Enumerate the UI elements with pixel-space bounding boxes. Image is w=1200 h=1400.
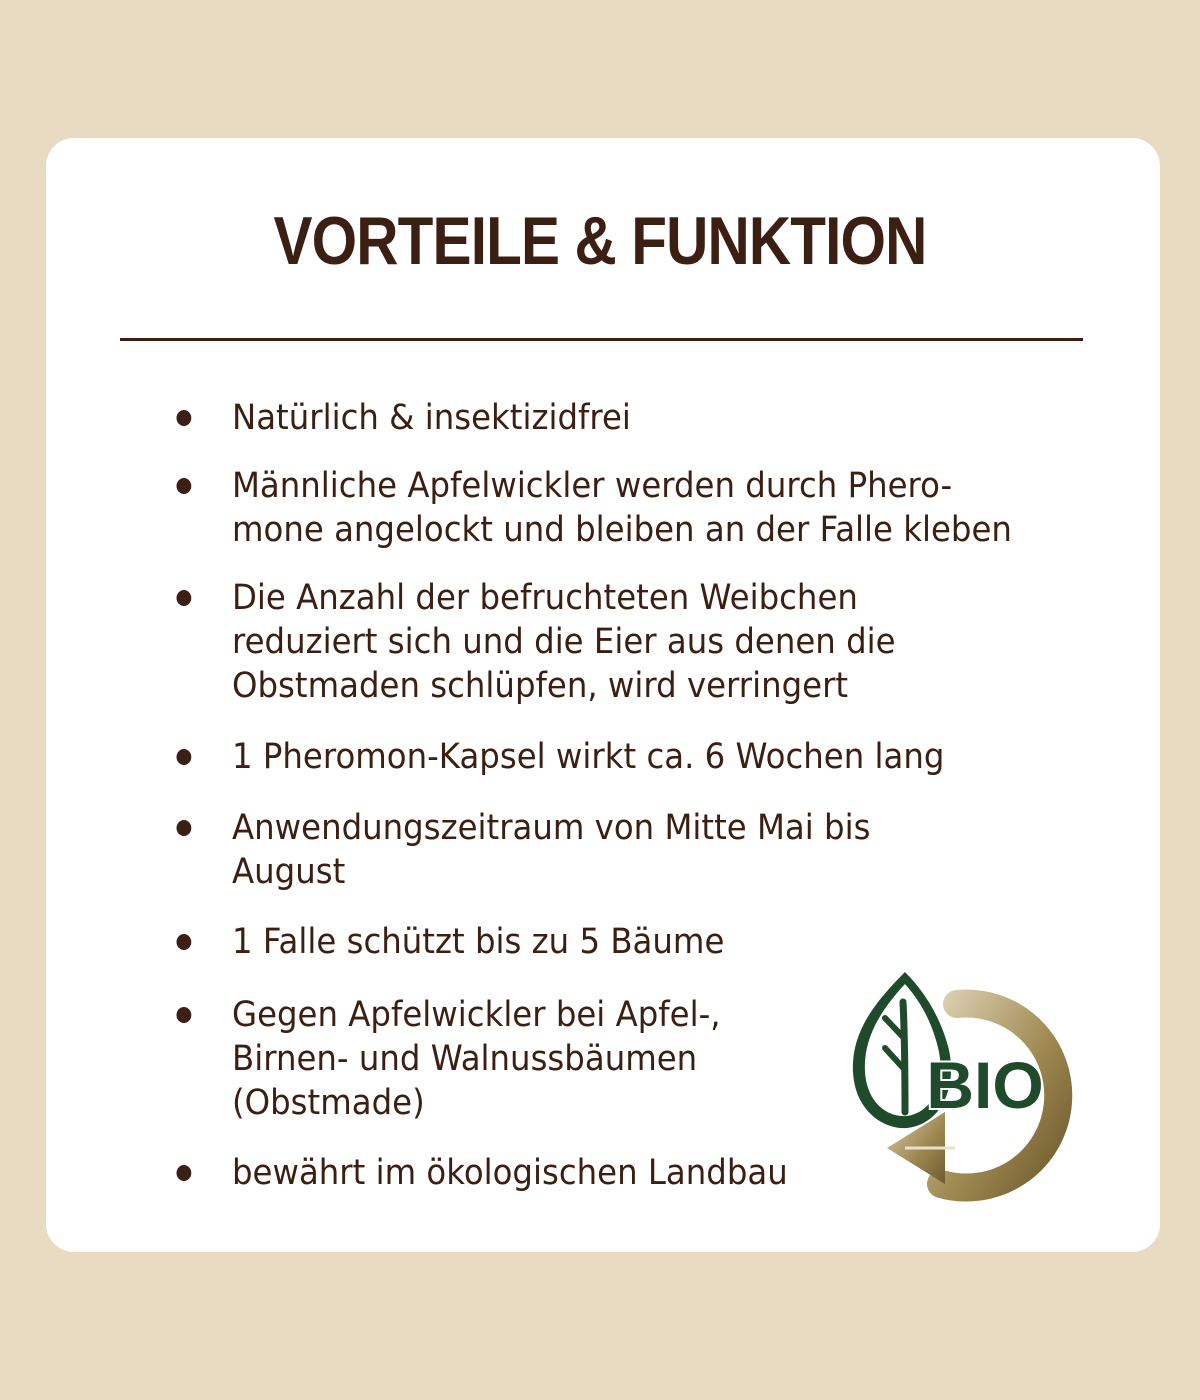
bullet-icon <box>177 478 192 494</box>
list-item-line: 1 Pheromon-Kapsel wirkt ca. 6 Wochen lang <box>232 737 945 777</box>
list-item-line: Gegen Apfelwickler bei Apfel-, <box>232 995 721 1035</box>
bullet-icon <box>177 820 192 836</box>
bullet-icon <box>177 410 192 426</box>
list-item-line: mone angelockt und bleiben an der Falle kleben <box>232 510 1012 550</box>
bio-label: BIO <box>926 1048 1044 1122</box>
list-item-line: Obstmaden schlüpfen, wird verringert <box>232 666 849 706</box>
bullet-icon <box>177 934 192 950</box>
list-item <box>232 576 896 708</box>
list-item <box>232 993 721 1125</box>
page-title: VORTEILE & FUNKTION <box>273 203 927 279</box>
bullet-icon <box>177 590 192 606</box>
list-item-line: Männliche Apfelwickler werden durch Phero- <box>232 466 953 506</box>
bio-badge <box>845 962 1090 1207</box>
list-item <box>232 1151 788 1195</box>
bullet-icon <box>177 1165 192 1181</box>
list-item-line: Natürlich & insektizidfrei <box>232 398 631 438</box>
list-item <box>232 396 631 440</box>
title-divider <box>120 338 1083 341</box>
list-item-line: reduziert sich und die Eier aus denen die <box>232 622 896 662</box>
list-item-line: Die Anzahl der befruchteten Weibchen <box>232 578 858 618</box>
list-item <box>232 735 944 779</box>
list-item <box>232 464 1012 552</box>
list-item-line: 1 Falle schützt bis zu 5 Bäume <box>232 922 725 962</box>
list-item-line: Birnen- und Walnussbäumen <box>232 1039 698 1079</box>
list-item-line: bewährt im ökologischen Landbau <box>232 1153 788 1193</box>
list-item <box>232 920 724 964</box>
list-item <box>232 806 870 894</box>
bullet-icon <box>177 749 192 765</box>
list-item-line: (Obstmade) <box>232 1083 425 1123</box>
bullet-icon <box>177 1007 192 1023</box>
list-item-line: August <box>232 852 346 892</box>
list-item-line: Anwendungszeitraum von Mitte Mai bis <box>232 808 871 848</box>
